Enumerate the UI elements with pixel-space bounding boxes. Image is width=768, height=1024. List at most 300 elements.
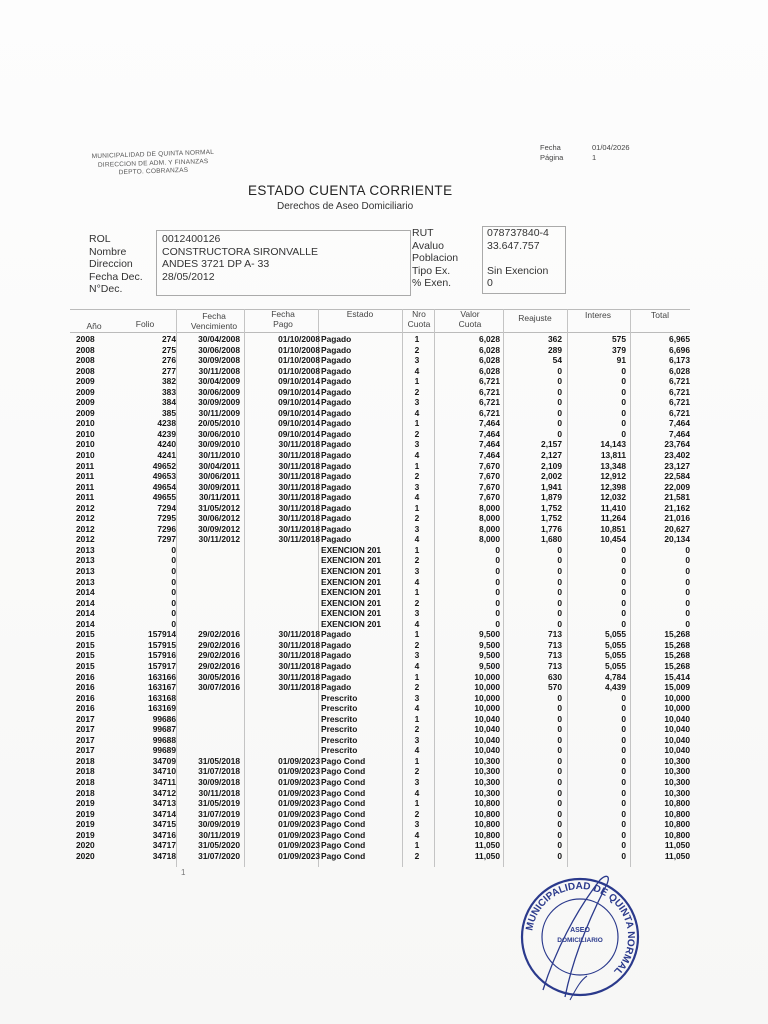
- cell-reajuste: 0: [557, 850, 562, 861]
- cell-total: 11,050: [664, 850, 690, 861]
- cell-valor-cuota: 10,800: [474, 819, 500, 830]
- fecha-dec-value: 28/05/2012: [162, 270, 215, 283]
- cell-fecha-venc: 30/09/2012: [198, 523, 240, 534]
- cell-reajuste: 0: [557, 840, 562, 851]
- cell-reajuste: 0: [557, 713, 562, 724]
- cell-ano: 2019: [76, 819, 95, 830]
- fecha-label: Fecha: [540, 143, 561, 152]
- cell-interes: 10,851: [600, 523, 626, 534]
- cell-interes: 0: [621, 365, 626, 376]
- cell-reajuste: 0: [557, 808, 562, 819]
- cell-ano: 2012: [76, 513, 95, 524]
- cell-total: 15,268: [664, 629, 690, 640]
- cell-fecha-venc: 20/05/2010: [198, 418, 240, 429]
- cell-folio: 7297: [157, 534, 176, 545]
- cell-fecha-pago: 30/11/2018: [278, 639, 320, 650]
- cell-folio: 4241: [157, 450, 176, 461]
- cell-reajuste: 1,752: [541, 513, 562, 524]
- cell-total: 15,414: [664, 671, 690, 682]
- cell-valor-cuota: 6,721: [479, 397, 500, 408]
- header-fecha-venc-line2: Vencimiento: [190, 320, 238, 331]
- cell-fecha-pago: 30/11/2018: [278, 492, 320, 503]
- header-folio: Folio: [135, 319, 155, 329]
- cell-ano: 2014: [76, 597, 95, 608]
- cell-folio: 7296: [157, 523, 176, 534]
- cell-interes: 0: [621, 829, 626, 840]
- cell-estado: EXENCION 201: [321, 618, 382, 629]
- cell-fecha-pago: 01/10/2008: [278, 344, 320, 355]
- cell-total: 22,009: [664, 481, 690, 492]
- cell-total: 0: [685, 544, 690, 555]
- cell-reajuste: 2,002: [541, 471, 562, 482]
- cell-total: 10,040: [664, 745, 690, 756]
- cell-fecha-pago: 30/11/2018: [278, 450, 320, 461]
- cell-fecha-venc: 30/09/2008: [198, 355, 240, 366]
- cell-interes: 575: [612, 334, 626, 344]
- cell-nro-cuota: 1: [414, 376, 420, 387]
- cell-folio: 34709: [152, 755, 176, 766]
- rut-label: RUT: [412, 227, 434, 239]
- cell-total: 7,464: [669, 428, 690, 439]
- cell-total: 11,050: [664, 840, 690, 851]
- cell-fecha-pago: 01/09/2023: [278, 850, 320, 861]
- cell-ano: 2020: [76, 840, 95, 851]
- cell-total: 6,721: [669, 397, 690, 408]
- cell-valor-cuota: 10,040: [474, 724, 500, 735]
- cell-ano: 2018: [76, 787, 95, 798]
- cell-total: 21,581: [664, 492, 690, 503]
- cell-folio: 99687: [152, 724, 176, 735]
- cell-total: 23,764: [664, 439, 690, 450]
- cell-ano: 2012: [76, 502, 95, 513]
- cell-reajuste: 0: [557, 776, 562, 787]
- cell-estado: EXENCION 201: [321, 555, 382, 566]
- cell-interes: 14,143: [600, 439, 626, 450]
- cell-reajuste: 1,941: [541, 481, 562, 492]
- cell-ano: 2013: [76, 555, 95, 566]
- cell-interes: 4,439: [605, 682, 626, 693]
- cell-ano: 2017: [76, 724, 95, 735]
- cell-ano: 2010: [76, 439, 95, 450]
- cell-interes: 12,032: [600, 492, 626, 503]
- cell-estado: Pagado: [321, 397, 352, 408]
- cell-valor-cuota: 0: [495, 608, 500, 619]
- cell-folio: 163169: [148, 703, 176, 714]
- cell-reajuste: 0: [557, 428, 562, 439]
- cell-estado: Pagado: [321, 502, 352, 513]
- cell-ano: 2009: [76, 386, 95, 397]
- cell-interes: 0: [621, 808, 626, 819]
- cell-folio: 34716: [152, 829, 176, 840]
- cell-folio: 34711: [153, 776, 176, 787]
- cell-fecha-venc: 30/11/2019: [198, 829, 240, 840]
- cell-interes: 0: [621, 745, 626, 756]
- cell-interes: 5,055: [605, 639, 626, 650]
- cell-total: 10,000: [664, 703, 690, 714]
- cell-total: 6,721: [669, 376, 690, 387]
- cell-folio: 0: [171, 597, 176, 608]
- cell-folio: 275: [162, 344, 176, 355]
- cell-interes: 5,055: [605, 629, 626, 640]
- cell-ano: 2015: [76, 629, 95, 640]
- cell-interes: 10,454: [600, 534, 626, 545]
- cell-nro-cuota: 3: [414, 776, 420, 787]
- cell-estado: Pago Cond: [321, 798, 366, 809]
- cell-estado: Pago Cond: [321, 840, 366, 851]
- document-subtitle: Derechos de Aseo Domiciliario: [277, 201, 414, 212]
- cell-reajuste: 0: [557, 418, 562, 429]
- cell-interes: 0: [621, 587, 626, 598]
- cell-reajuste: 0: [557, 376, 562, 387]
- cell-nro-cuota: 1: [414, 587, 420, 598]
- cell-folio: 34717: [152, 840, 176, 851]
- cell-ano: 2019: [76, 808, 95, 819]
- cell-estado: Prescrito: [321, 745, 358, 756]
- cell-nro-cuota: 4: [414, 534, 420, 545]
- cell-total: 6,696: [669, 344, 690, 355]
- account-right: [412, 227, 549, 290]
- cell-nro-cuota: 4: [414, 576, 420, 587]
- cell-fecha-venc: 30/09/2018: [198, 776, 240, 787]
- cell-estado: EXENCION 201: [321, 576, 382, 587]
- cell-ano: 2008: [76, 344, 95, 355]
- cell-nro-cuota: 2: [414, 471, 420, 482]
- cell-reajuste: 0: [557, 365, 562, 376]
- cell-estado: Pagado: [321, 376, 352, 387]
- cell-folio: 34713: [152, 798, 176, 809]
- fecha-value: 01/04/2026: [592, 143, 630, 152]
- col-divider-4: [402, 309, 403, 867]
- cell-interes: 0: [621, 386, 626, 397]
- cell-ano: 2009: [76, 407, 95, 418]
- header-ano: Año: [86, 321, 102, 331]
- cell-estado: Pagado: [321, 492, 352, 503]
- cell-fecha-venc: 29/02/2016: [198, 639, 240, 650]
- cell-fecha-pago: 30/11/2018: [278, 629, 320, 640]
- cell-total: 0: [685, 555, 690, 566]
- cell-folio: 0: [171, 608, 176, 619]
- cell-total: 10,040: [664, 713, 690, 724]
- poblacion-label: Poblacion: [412, 252, 459, 264]
- cell-estado: Prescrito: [321, 734, 358, 745]
- direccion-value: ANDES 3721 DP A- 33: [162, 258, 270, 270]
- cell-nro-cuota: 4: [414, 492, 420, 503]
- cell-total: 20,134: [664, 534, 690, 545]
- header-fecha-pago-line1: Fecha: [271, 309, 295, 319]
- cell-estado: EXENCION 201: [321, 544, 382, 555]
- municipal-stamp: [515, 872, 645, 1002]
- cell-valor-cuota: 0: [495, 576, 500, 587]
- cell-valor-cuota: 11,050: [474, 840, 500, 851]
- cell-ano: 2013: [76, 576, 95, 587]
- cell-folio: 382: [162, 376, 176, 387]
- cell-valor-cuota: 9,500: [479, 639, 500, 650]
- cell-ano: 2010: [76, 418, 95, 429]
- cell-estado: Pago Cond: [321, 787, 366, 798]
- cell-estado: Prescrito: [321, 713, 358, 724]
- cell-ano: 2015: [76, 650, 95, 661]
- cell-reajuste: 362: [548, 334, 562, 344]
- cell-folio: 157915: [148, 639, 176, 650]
- cell-ano: 2014: [76, 587, 95, 598]
- cell-ano: 2019: [76, 829, 95, 840]
- cell-reajuste: 570: [548, 682, 562, 693]
- cell-reajuste: 2,109: [541, 460, 562, 471]
- cell-fecha-pago: 30/11/2018: [278, 671, 320, 682]
- n-dec-label: N°Dec.: [89, 283, 123, 295]
- cell-interes: 0: [621, 428, 626, 439]
- cell-estado: Pagado: [321, 629, 352, 640]
- cell-ano: 2015: [76, 660, 95, 671]
- cell-ano: 2009: [76, 376, 95, 387]
- cell-total: 0: [685, 576, 690, 587]
- cell-valor-cuota: 6,028: [479, 334, 500, 344]
- cell-nro-cuota: 1: [414, 671, 420, 682]
- cell-estado: Pago Cond: [321, 766, 366, 777]
- cell-reajuste: 713: [548, 660, 562, 671]
- cell-total: 10,800: [664, 808, 690, 819]
- cell-valor-cuota: 7,670: [479, 492, 500, 503]
- cell-fecha-venc: 30/11/2012: [198, 534, 240, 545]
- cell-interes: 0: [621, 566, 626, 577]
- header-valor-cuota-line2: Cuota: [458, 318, 482, 329]
- cell-nro-cuota: 1: [414, 334, 420, 344]
- cell-nro-cuota: 2: [414, 555, 420, 566]
- cell-estado: Pagado: [321, 334, 352, 344]
- cell-estado: Pago Cond: [321, 819, 366, 830]
- cell-ano: 2016: [76, 682, 95, 693]
- cell-fecha-pago: 30/11/2018: [278, 460, 320, 471]
- cell-ano: 2018: [76, 766, 95, 777]
- table-header-rule: [70, 332, 690, 333]
- cell-estado: Prescrito: [321, 703, 358, 714]
- cell-nro-cuota: 3: [414, 566, 420, 577]
- account-left: [89, 233, 318, 296]
- cell-ano: 2016: [76, 703, 95, 714]
- cell-fecha-venc: 30/06/2011: [198, 471, 240, 482]
- cell-nro-cuota: 2: [414, 850, 420, 861]
- cell-nro-cuota: 3: [414, 608, 420, 619]
- cell-reajuste: 0: [557, 692, 562, 703]
- cell-interes: 0: [621, 787, 626, 798]
- letterhead-line-2: DIRECCION DE ADM. Y FINANZAS: [97, 157, 209, 169]
- cell-fecha-pago: 01/09/2023: [278, 766, 320, 777]
- cell-fecha-pago: 01/09/2023: [278, 755, 320, 766]
- cell-fecha-venc: 30/11/2011: [199, 492, 240, 503]
- footer-mark: 1: [181, 868, 186, 877]
- pct-exen-label: % Exen.: [412, 277, 452, 289]
- cell-valor-cuota: 10,800: [474, 798, 500, 809]
- cell-ano: 2018: [76, 755, 95, 766]
- cell-fecha-pago: 30/11/2018: [278, 502, 320, 513]
- cell-fecha-pago: 01/10/2008: [278, 355, 320, 366]
- cell-total: 6,721: [669, 407, 690, 418]
- cell-valor-cuota: 6,028: [479, 365, 500, 376]
- cell-fecha-pago: 01/09/2023: [278, 808, 320, 819]
- cell-folio: 157914: [148, 629, 176, 640]
- header-nro-cuota-line2: Cuota: [407, 318, 431, 329]
- cell-reajuste: 0: [557, 576, 562, 587]
- cell-fecha-venc: 30/06/2008: [198, 344, 240, 355]
- cell-valor-cuota: 7,464: [479, 439, 500, 450]
- cell-ano: 2012: [76, 534, 95, 545]
- cell-reajuste: 1,776: [541, 523, 562, 534]
- cell-estado: EXENCION 201: [321, 587, 382, 598]
- tipo-ex-label: Tipo Ex.: [412, 264, 451, 277]
- cell-reajuste: 0: [557, 566, 562, 577]
- cell-ano: 2011: [76, 492, 95, 503]
- cell-nro-cuota: 2: [414, 766, 420, 777]
- cell-estado: Pagado: [321, 534, 352, 545]
- cell-total: 10,300: [664, 755, 690, 766]
- cell-fecha-venc: 30/09/2019: [198, 819, 240, 830]
- cell-valor-cuota: 0: [495, 587, 500, 598]
- cell-valor-cuota: 7,670: [479, 460, 500, 471]
- cell-valor-cuota: 8,000: [479, 534, 500, 545]
- cell-estado: Pago Cond: [321, 755, 366, 766]
- cell-interes: 0: [621, 703, 626, 714]
- cell-valor-cuota: 11,050: [474, 850, 500, 861]
- nombre-label: Nombre: [89, 245, 127, 258]
- cell-folio: 163167: [148, 682, 176, 693]
- cell-total: 6,965: [669, 334, 690, 344]
- cell-fecha-venc: 29/02/2016: [198, 650, 240, 661]
- cell-reajuste: 0: [557, 829, 562, 840]
- cell-fecha-venc: 30/09/2010: [198, 439, 240, 450]
- cell-fecha-venc: 30/04/2009: [198, 376, 240, 387]
- cell-folio: 34710: [152, 766, 176, 777]
- cell-valor-cuota: 9,500: [479, 629, 500, 640]
- cell-valor-cuota: 0: [495, 555, 500, 566]
- cell-fecha-pago: 30/11/2018: [278, 523, 320, 534]
- cell-nro-cuota: 4: [414, 745, 420, 756]
- cell-fecha-venc: 31/07/2019: [198, 808, 240, 819]
- cell-estado: Pagado: [321, 523, 352, 534]
- cell-reajuste: 0: [557, 608, 562, 619]
- cell-reajuste: 713: [548, 629, 562, 640]
- cell-fecha-venc: 30/04/2008: [198, 334, 240, 344]
- cell-ano: 2013: [76, 566, 95, 577]
- cell-nro-cuota: 4: [414, 450, 420, 461]
- cell-nro-cuota: 3: [414, 734, 420, 745]
- cell-nro-cuota: 2: [414, 639, 420, 650]
- cell-total: 0: [685, 566, 690, 577]
- cell-folio: 49654: [152, 481, 176, 492]
- cell-total: 10,300: [664, 776, 690, 787]
- cell-reajuste: 0: [557, 745, 562, 756]
- cell-estado: Pagado: [321, 639, 352, 650]
- cell-fecha-pago: 01/09/2023: [278, 787, 320, 798]
- cell-folio: 384: [162, 397, 176, 408]
- cell-total: 0: [685, 618, 690, 629]
- cell-interes: 0: [621, 555, 626, 566]
- cell-reajuste: 0: [557, 397, 562, 408]
- cell-nro-cuota: 4: [414, 787, 420, 798]
- cell-fecha-venc: 31/07/2020: [198, 850, 240, 861]
- cell-valor-cuota: 7,464: [479, 450, 500, 461]
- fecha-dec-label: Fecha Dec.: [89, 270, 143, 283]
- cell-reajuste: 0: [557, 407, 562, 418]
- cell-reajuste: 713: [548, 639, 562, 650]
- cell-nro-cuota: 3: [414, 650, 420, 661]
- cell-interes: 0: [621, 608, 626, 619]
- cell-total: 15,268: [664, 650, 690, 661]
- cell-nro-cuota: 4: [414, 703, 420, 714]
- cell-interes: 0: [621, 618, 626, 629]
- cell-reajuste: 1,879: [541, 492, 562, 503]
- cell-fecha-venc: 31/07/2018: [198, 766, 240, 777]
- cell-estado: Pagado: [321, 365, 352, 376]
- cell-folio: 0: [171, 555, 176, 566]
- cell-total: 0: [685, 608, 690, 619]
- cell-estado: EXENCION 201: [321, 597, 382, 608]
- cell-total: 10,000: [664, 692, 690, 703]
- cell-interes: 0: [621, 798, 626, 809]
- cell-fecha-pago: 09/10/2014: [278, 386, 320, 397]
- cell-estado: Pagado: [321, 513, 352, 524]
- cell-interes: 0: [621, 819, 626, 830]
- cell-fecha-pago: 09/10/2014: [278, 418, 320, 429]
- cell-fecha-pago: 01/10/2008: [278, 365, 320, 376]
- cell-fecha-pago: 01/09/2023: [278, 798, 320, 809]
- cell-nro-cuota: 2: [414, 682, 420, 693]
- cell-interes: 11,410: [600, 502, 626, 513]
- cell-total: 23,402: [664, 450, 690, 461]
- header-nro-cuota: [402, 310, 436, 329]
- header-reajuste: Reajuste: [518, 313, 552, 323]
- cell-estado: Pago Cond: [321, 776, 366, 787]
- cell-nro-cuota: 1: [414, 798, 420, 809]
- cell-interes: 0: [621, 840, 626, 851]
- cell-nro-cuota: 2: [414, 513, 420, 524]
- cell-valor-cuota: 7,464: [479, 428, 500, 439]
- cell-reajuste: 54: [552, 355, 562, 366]
- cell-estado: Pagado: [321, 671, 352, 682]
- stamp-center-line1: ASEO: [570, 927, 590, 934]
- cell-fecha-venc: 31/05/2012: [198, 502, 240, 513]
- cell-folio: 163168: [148, 692, 176, 703]
- cell-ano: 2011: [76, 460, 95, 471]
- cell-ano: 2010: [76, 450, 95, 461]
- cell-ano: 2009: [76, 397, 95, 408]
- rol-value: 0012400126: [162, 233, 221, 245]
- cell-total: 10,800: [664, 798, 690, 809]
- cell-fecha-pago: 30/11/2018: [278, 513, 320, 524]
- cell-interes: 11,264: [600, 513, 626, 524]
- cell-folio: 7294: [157, 502, 176, 513]
- cell-estado: Pagado: [321, 355, 352, 366]
- cell-ano: 2008: [76, 365, 95, 376]
- cell-interes: 0: [621, 776, 626, 787]
- header-fecha-venc-line1: Fecha: [202, 311, 226, 321]
- cell-nro-cuota: 1: [414, 460, 420, 471]
- cell-total: 15,009: [664, 682, 690, 693]
- cell-valor-cuota: 6,721: [479, 407, 500, 418]
- cell-nro-cuota: 2: [414, 808, 420, 819]
- cell-nro-cuota: 3: [414, 439, 420, 450]
- cell-folio: 0: [171, 587, 176, 598]
- cell-valor-cuota: 0: [495, 597, 500, 608]
- cell-folio: 276: [162, 355, 176, 366]
- cell-interes: 5,055: [605, 650, 626, 661]
- cell-valor-cuota: 0: [495, 618, 500, 629]
- cell-nro-cuota: 3: [414, 355, 420, 366]
- header-nro-cuota-line1: Nro: [412, 309, 426, 319]
- cell-estado: Pagado: [321, 460, 352, 471]
- cell-valor-cuota: 10,300: [474, 787, 500, 798]
- cell-ano: 2008: [76, 334, 95, 344]
- cell-folio: 0: [171, 618, 176, 629]
